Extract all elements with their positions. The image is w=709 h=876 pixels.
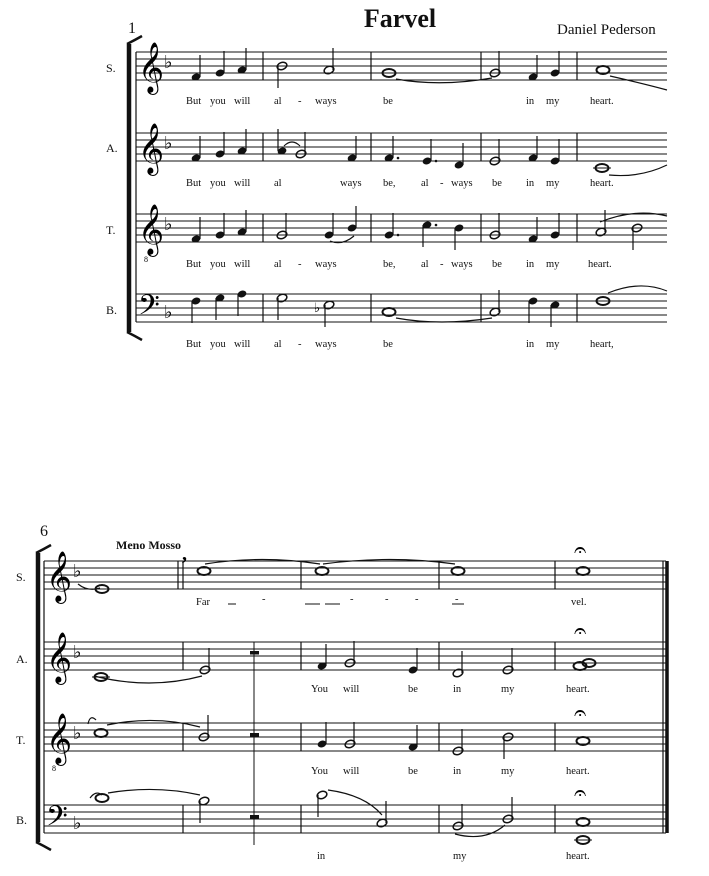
treble-clef-8vb-icon: 𝄞 — [138, 204, 165, 255]
lyric-syllable: my — [546, 339, 560, 350]
lyric-syllable: ways — [315, 259, 337, 270]
flat-key-signature-icon: ♭ — [73, 561, 82, 581]
half-rest-icon — [250, 733, 259, 737]
lyric-syllable: in — [453, 684, 462, 695]
flat-key-signature-icon: ♭ — [73, 723, 82, 743]
lyric-syllable: Far — [196, 597, 210, 608]
lyric-syllable: be — [492, 259, 502, 270]
lyric-syllable: al — [274, 339, 282, 350]
staff-bass-2 — [44, 805, 666, 833]
lyric-syllable: in — [317, 851, 326, 862]
voice-label-alto: A. — [106, 141, 118, 155]
lyric-syllable: But — [186, 339, 202, 350]
flat-key-signature-icon: ♭ — [164, 52, 173, 72]
lyric-syllable: al — [421, 178, 429, 189]
lyric-syllable: - — [298, 96, 302, 107]
lyric-syllable: my — [546, 178, 560, 189]
bracket-hook-bottom — [127, 332, 142, 340]
lyric-syllable: - — [415, 594, 419, 605]
lyric-syllable: be — [492, 178, 502, 189]
lyric-syllable: in — [526, 259, 535, 270]
treble-clef-icon: 𝄞 — [138, 123, 165, 174]
flat-key-signature-icon: ♭ — [164, 133, 173, 153]
lyric-syllable: in — [526, 178, 535, 189]
flat-key-signature-icon: ♭ — [164, 214, 173, 234]
octave-eight-icon: 8 — [144, 255, 148, 264]
score-title: Farvel — [363, 4, 437, 33]
fermata-icon: 𝄐 — [574, 780, 587, 805]
lyric-syllable: in — [526, 339, 535, 350]
system-1 — [127, 36, 667, 340]
fermata-icon: 𝄐 — [574, 700, 587, 725]
lyric-syllable: ways — [340, 178, 362, 189]
flat-accidental-icon: ♭ — [314, 300, 321, 315]
lyric-syllable: heart. — [590, 96, 614, 107]
composer-name: Daniel Pederson — [557, 22, 656, 38]
lyric-syllable: will — [343, 766, 360, 777]
notes-alto-2 — [92, 641, 596, 845]
lyric-syllable: ways — [315, 96, 337, 107]
notes-alto-1 — [191, 129, 667, 176]
measure-number-1: 1 — [128, 20, 136, 37]
lyric-syllable: - — [298, 259, 302, 270]
lyric-syllable: will — [343, 684, 360, 695]
flat-key-signature-icon: ♭ — [73, 813, 82, 833]
lyric-syllable: be — [383, 339, 393, 350]
lyric-syllable: ways — [315, 339, 337, 350]
lyric-syllable: heart. — [588, 259, 612, 270]
lyric-syllable: - — [350, 594, 354, 605]
barlines-system-1 — [136, 52, 577, 322]
voice-label-soprano-2: S. — [16, 570, 26, 584]
lyric-syllable: But — [186, 259, 202, 270]
tempo-marking: Meno Mosso — [116, 538, 181, 552]
staff-tenor-1 — [136, 214, 667, 242]
lyric-syllable: al — [274, 259, 282, 270]
voice-label-tenor: T. — [106, 223, 116, 237]
notes-bass-2 — [90, 789, 592, 844]
lyric-syllable: But — [186, 96, 202, 107]
lyric-syllable: my — [501, 766, 515, 777]
treble-clef-icon: 𝄞 — [138, 42, 165, 93]
lyric-syllable: be — [408, 684, 418, 695]
lyric-syllable: my — [546, 259, 560, 270]
voice-label-bass: B. — [106, 303, 118, 317]
breath-mark-icon: , — [182, 543, 187, 565]
staff-alto-1 — [136, 133, 667, 161]
staff-tenor-2 — [44, 723, 666, 751]
bass-clef-icon: 𝄢 — [46, 800, 68, 840]
staff-soprano-2 — [44, 561, 666, 589]
lyric-syllable: You — [311, 766, 329, 777]
octave-eight-icon: 8 — [52, 764, 56, 773]
lyric-syllable: - — [262, 594, 266, 605]
lyric-syllable: be, — [383, 259, 396, 270]
lyric-syllable: my — [501, 684, 515, 695]
lyric-syllable: you — [210, 178, 226, 189]
fermata-icon: 𝄐 — [574, 537, 587, 562]
fermata-icon: 𝄐 — [574, 618, 587, 643]
lyric-syllable: will — [234, 339, 251, 350]
lyric-syllable: ways — [451, 259, 473, 270]
lyric-syllable: you — [210, 96, 226, 107]
bass-clef-icon: 𝄢 — [138, 289, 160, 329]
bracket-hook-bottom — [36, 842, 51, 850]
lyric-syllable: be — [408, 766, 418, 777]
voice-label-tenor-2: T. — [16, 733, 26, 747]
lyric-syllable: ways — [451, 178, 473, 189]
system-2 — [36, 537, 667, 850]
lyric-syllable: my — [453, 851, 467, 862]
lyric-syllable: will — [234, 178, 251, 189]
notes-soprano-1 — [191, 48, 667, 90]
lyric-syllable: vel. — [571, 597, 587, 608]
lyric-syllable: - — [440, 178, 444, 189]
measure-number-6: 6 — [40, 523, 48, 540]
flat-key-signature-icon: ♭ — [164, 302, 173, 322]
lyric-syllable: - — [455, 594, 459, 605]
lyric-syllable: - — [298, 339, 302, 350]
lyric-syllable: al — [274, 96, 282, 107]
lyric-syllable: will — [234, 259, 251, 270]
lyric-syllable: be — [383, 96, 393, 107]
lyric-syllable: You — [311, 684, 329, 695]
lyric-syllable: you — [210, 259, 226, 270]
lyric-syllable: will — [234, 96, 251, 107]
lyric-syllable: al — [274, 178, 282, 189]
voice-label-alto-2: A. — [16, 652, 28, 666]
lyric-syllable: heart, — [590, 339, 614, 350]
notes-bass-1 — [191, 286, 667, 327]
lyric-syllable: heart. — [566, 766, 590, 777]
lyric-syllable: But — [186, 178, 202, 189]
voice-label-soprano: S. — [106, 61, 116, 75]
lyric-syllable: in — [453, 766, 462, 777]
lyric-syllable: you — [210, 339, 226, 350]
lyric-syllable: in — [526, 96, 535, 107]
staff-soprano-1 — [136, 52, 667, 80]
flat-key-signature-icon: ♭ — [73, 642, 82, 662]
lyric-syllable: heart. — [566, 851, 590, 862]
treble-clef-icon: 𝄞 — [46, 632, 73, 683]
lyric-syllable: - — [440, 259, 444, 270]
lyric-syllable: be, — [383, 178, 396, 189]
treble-clef-icon: 𝄞 — [46, 551, 73, 602]
lyric-syllable: - — [385, 594, 389, 605]
lyric-syllable: heart. — [566, 684, 590, 695]
lyric-syllable: my — [546, 96, 560, 107]
half-rest-icon — [250, 815, 259, 819]
treble-clef-8vb-icon: 𝄞 — [46, 713, 73, 764]
voice-label-bass-2: B. — [16, 813, 28, 827]
lyric-syllable: heart. — [590, 178, 614, 189]
lyric-syllable: al — [421, 259, 429, 270]
